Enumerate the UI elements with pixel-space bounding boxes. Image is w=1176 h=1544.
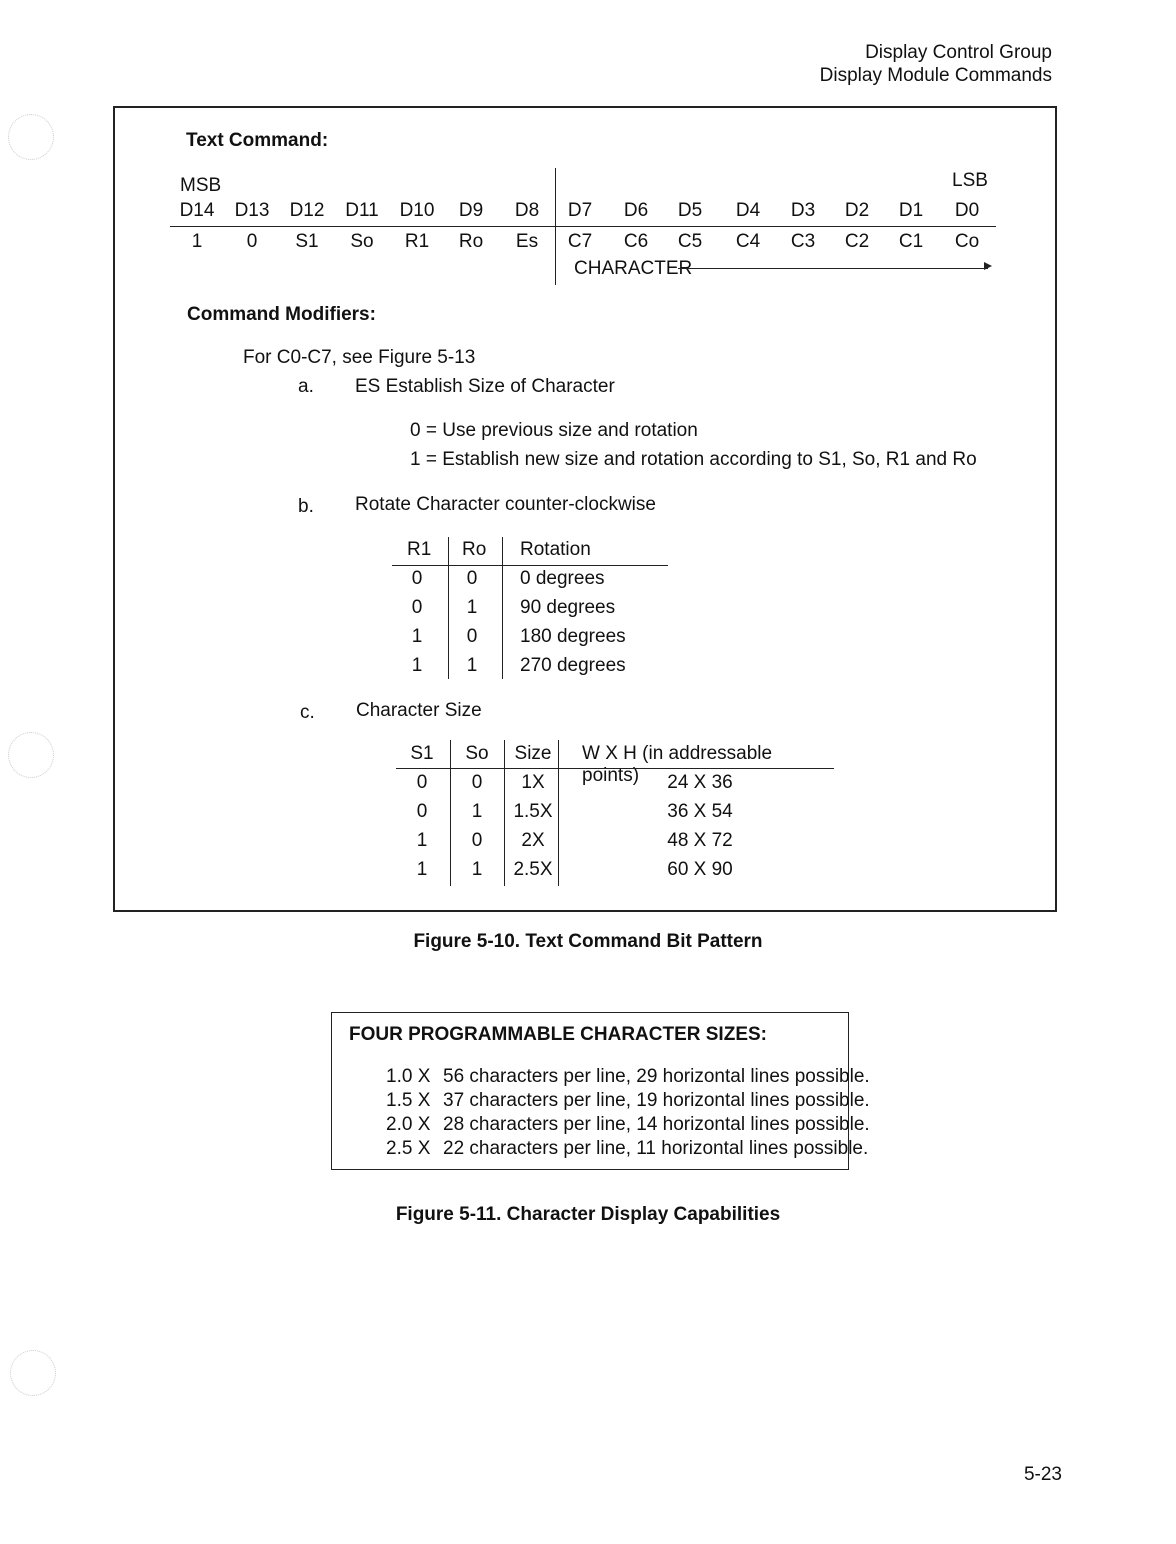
- size-table-cell: 0: [416, 772, 428, 793]
- rotation-table-cell: 0: [411, 597, 423, 618]
- bit-label: D12: [289, 200, 325, 221]
- msb-label: MSB: [180, 175, 222, 196]
- bit-label: D8: [514, 200, 540, 221]
- rotation-table-header: R1: [407, 539, 432, 560]
- bit-value: C3: [790, 231, 816, 252]
- page-number: 5-23: [1023, 1464, 1062, 1485]
- item-a-text: ES Establish Size of Character: [355, 376, 615, 397]
- bit-label: D7: [567, 200, 593, 221]
- item-c-text: Character Size: [356, 700, 482, 721]
- size-multiplier: 2.0 X: [386, 1114, 431, 1135]
- rotation-table-header: Rotation: [520, 539, 591, 560]
- rotation-table-cell: 180 degrees: [520, 626, 626, 647]
- size-table-cell: 1: [416, 859, 428, 880]
- rotation-table-cell: 1: [466, 597, 478, 618]
- size-table-cell: 60 X 90: [667, 859, 733, 880]
- size-table-cell: 36 X 54: [667, 801, 733, 822]
- bit-value: C6: [623, 231, 649, 252]
- size-table-rule: [396, 768, 834, 769]
- size-description: 22 characters per line, 11 horizontal lines possible.: [443, 1138, 869, 1159]
- size-description: 37 characters per line, 19 horizontal lines possible.: [443, 1090, 870, 1111]
- es-zero-line: 0 = Use previous size and rotation: [410, 420, 698, 441]
- punch-hole: [10, 1350, 56, 1396]
- character-label: CHARACTER: [574, 258, 693, 279]
- es-one-line: 1 = Establish new size and rotation according to S1, So, R1 and Ro: [410, 449, 977, 470]
- bit-value: C2: [844, 231, 870, 252]
- size-description: 28 characters per line, 14 horizontal lines possible.: [443, 1114, 870, 1135]
- bit-value: 1: [191, 231, 203, 252]
- rotation-table-header: Ro: [462, 539, 487, 560]
- rotation-table-cell: 0 degrees: [520, 568, 605, 589]
- size-table-col-divider: [450, 740, 451, 886]
- size-table-cell: 1: [471, 859, 483, 880]
- size-table-cell: 0: [416, 801, 428, 822]
- bit-label: D4: [735, 200, 761, 221]
- item-b-letter: b.: [298, 496, 314, 517]
- bit-label: D11: [345, 200, 379, 221]
- bit-value: C1: [898, 231, 924, 252]
- bit-value: Es: [515, 231, 539, 252]
- size-multiplier: 2.5 X: [386, 1138, 431, 1159]
- size-table-cell: 0: [471, 772, 483, 793]
- item-c-letter: c.: [300, 702, 315, 723]
- size-table-cell: 1.5X: [513, 801, 553, 822]
- bit-label: D10: [399, 200, 435, 221]
- bit-label: D2: [844, 200, 870, 221]
- figure-5-10-caption: Figure 5-10. Text Command Bit Pattern: [413, 931, 763, 952]
- rotation-table-rule: [392, 565, 668, 566]
- header-subsection-title: Display Module Commands: [819, 65, 1052, 86]
- bit-value: C4: [735, 231, 761, 252]
- for-c0-c7-note: For C0-C7, see Figure 5-13: [243, 347, 476, 368]
- item-a-letter: a.: [298, 376, 314, 397]
- punch-hole: [8, 114, 54, 160]
- size-multiplier: 1.0 X: [386, 1066, 431, 1087]
- rotation-table-col-divider: [502, 537, 503, 679]
- rotation-table-cell: 1: [466, 655, 478, 676]
- size-table-cell: 48 X 72: [667, 830, 733, 851]
- bit-label: D14: [179, 200, 215, 221]
- command-modifiers-title: Command Modifiers:: [187, 304, 376, 325]
- size-table-header: S1: [410, 743, 434, 764]
- bit-value: 0: [246, 231, 258, 252]
- bit-value: So: [350, 231, 374, 252]
- rotation-table-cell: 0: [466, 626, 478, 647]
- char-sizes-title: FOUR PROGRAMMABLE CHARACTER SIZES:: [349, 1024, 767, 1045]
- bit-value: C5: [677, 231, 703, 252]
- byte-divider: [555, 168, 556, 285]
- rotation-table-cell: 0: [466, 568, 478, 589]
- rotation-table-cell: 90 degrees: [520, 597, 616, 618]
- size-table-cell: 2X: [521, 830, 545, 851]
- size-table-cell: 2.5X: [513, 859, 553, 880]
- size-table-header: So: [465, 743, 489, 764]
- bit-label: D3: [790, 200, 816, 221]
- size-table-header: Size: [514, 743, 552, 764]
- size-table-header: W X H (in addressable points): [582, 743, 773, 786]
- bit-label: D0: [954, 200, 980, 221]
- bit-label: D9: [458, 200, 484, 221]
- punch-hole: [8, 732, 54, 778]
- bit-label: D13: [234, 200, 270, 221]
- size-table-cell: 1: [471, 801, 483, 822]
- text-command-title: Text Command:: [186, 130, 329, 151]
- bit-value: C7: [567, 231, 593, 252]
- size-table-col-divider: [558, 740, 559, 886]
- item-b-text: Rotate Character counter-clockwise: [355, 494, 656, 515]
- bit-divider: [170, 226, 996, 227]
- size-table-col-divider: [504, 740, 505, 886]
- bit-value: Co: [954, 231, 980, 252]
- size-multiplier: 1.5 X: [386, 1090, 431, 1111]
- figure-5-11-caption: Figure 5-11. Character Display Capabilities: [395, 1204, 781, 1225]
- rotation-table-cell: 1: [411, 655, 423, 676]
- lsb-label: LSB: [952, 170, 988, 191]
- header-section-title: Display Control Group: [865, 42, 1052, 63]
- size-table-cell: 1: [416, 830, 428, 851]
- bit-label: D6: [623, 200, 649, 221]
- bit-value: Ro: [458, 231, 484, 252]
- bit-label: D1: [898, 200, 924, 221]
- rotation-table-cell: 1: [411, 626, 423, 647]
- size-description: 56 characters per line, 29 horizontal lines possible.: [443, 1066, 870, 1087]
- arrow-right-icon: [984, 262, 992, 270]
- size-table-cell: 0: [471, 830, 483, 851]
- bit-label: D5: [677, 200, 703, 221]
- rotation-table-col-divider: [448, 537, 449, 679]
- size-table-cell: 24 X 36: [667, 772, 733, 793]
- character-arrow-line: [678, 268, 988, 269]
- bit-value: R1: [404, 231, 430, 252]
- bit-value: S1: [295, 231, 319, 252]
- size-table-cell: 1X: [521, 772, 545, 793]
- rotation-table-cell: 270 degrees: [520, 655, 626, 676]
- rotation-table-cell: 0: [411, 568, 423, 589]
